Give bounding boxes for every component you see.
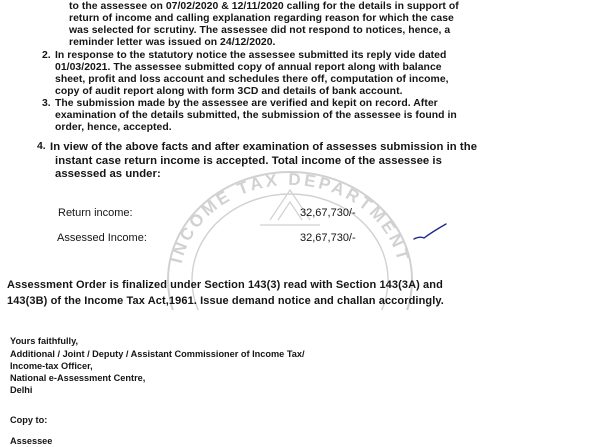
- closing-line: Yours faithfully,: [10, 336, 79, 346]
- assessed-income-value: 32,67,730/-: [300, 232, 356, 244]
- order-line-1: Assessment Order is finalized under Section 143(3) read with Section 143(3A) and: [7, 279, 443, 291]
- officer-line: Income-tax Officer,: [10, 361, 93, 371]
- para1-line-3: was selected for scrutiny. The assessee did not respond to notices, hence, a: [69, 25, 451, 36]
- para3-line-1: The submission made by the assessee are verified and kepit on record. After: [55, 98, 438, 109]
- pen-tick-mark: [412, 222, 448, 244]
- para2-number: 2.: [42, 50, 51, 61]
- para2-line-3: sheet, profit and loss account and schedules there off, computation of income,: [55, 74, 449, 85]
- return-income-label: Return income:: [58, 207, 133, 219]
- para1-line-2: return of income and calling explanation regarding reason for which the case: [69, 13, 454, 24]
- svg-text:INCOME TAX DEPARTMENT: INCOME TAX DEPARTMENT: [166, 169, 414, 266]
- para3-line-2: examination of the details submitted, the submission of the assessee is found in: [55, 110, 457, 121]
- para4-line-2: instant case return income is accepted. Total income of the assessee is: [55, 155, 442, 167]
- para2-line-1: In response to the statutory notice the assessee submitted its reply vide dated: [55, 50, 447, 61]
- para4-line-1: In view of the above facts and after examination of assesses submission in the: [50, 141, 478, 153]
- para3-number: 3.: [42, 98, 51, 109]
- designation-line: Additional / Joint / Deputy / Assistant Commissioner of Income Tax/: [10, 349, 305, 359]
- order-line-2: 143(3B) of the Income Tax Act,1961. Issue demand notice and challan accordingly.: [7, 295, 444, 307]
- para2-line-4: copy of audit report along with form 3CD and details of bank account.: [55, 86, 403, 97]
- return-income-value: 32,67,730/-: [300, 207, 356, 219]
- para3-line-3: order, hence, accepted.: [55, 122, 172, 133]
- para4-line-3: assessed as under:: [55, 168, 161, 180]
- para4-number: 4.: [37, 141, 46, 152]
- copy-to-label: Copy to:: [10, 415, 48, 425]
- city-line: Delhi: [10, 385, 33, 395]
- assessed-income-label: Assessed Income:: [57, 232, 147, 244]
- para2-line-2: 01/03/2021. The assessee submitted copy of annual report along with balance: [55, 62, 442, 73]
- para1-line-1: to the assessee on 07/02/2020 & 12/11/2020 calling for the details in support of: [69, 1, 459, 12]
- para1-line-4: reminder letter was issued on 24/12/2020.: [69, 37, 276, 48]
- copy-to-assessee: Assessee: [10, 436, 53, 446]
- centre-line: National e-Assessment Centre,: [10, 373, 146, 383]
